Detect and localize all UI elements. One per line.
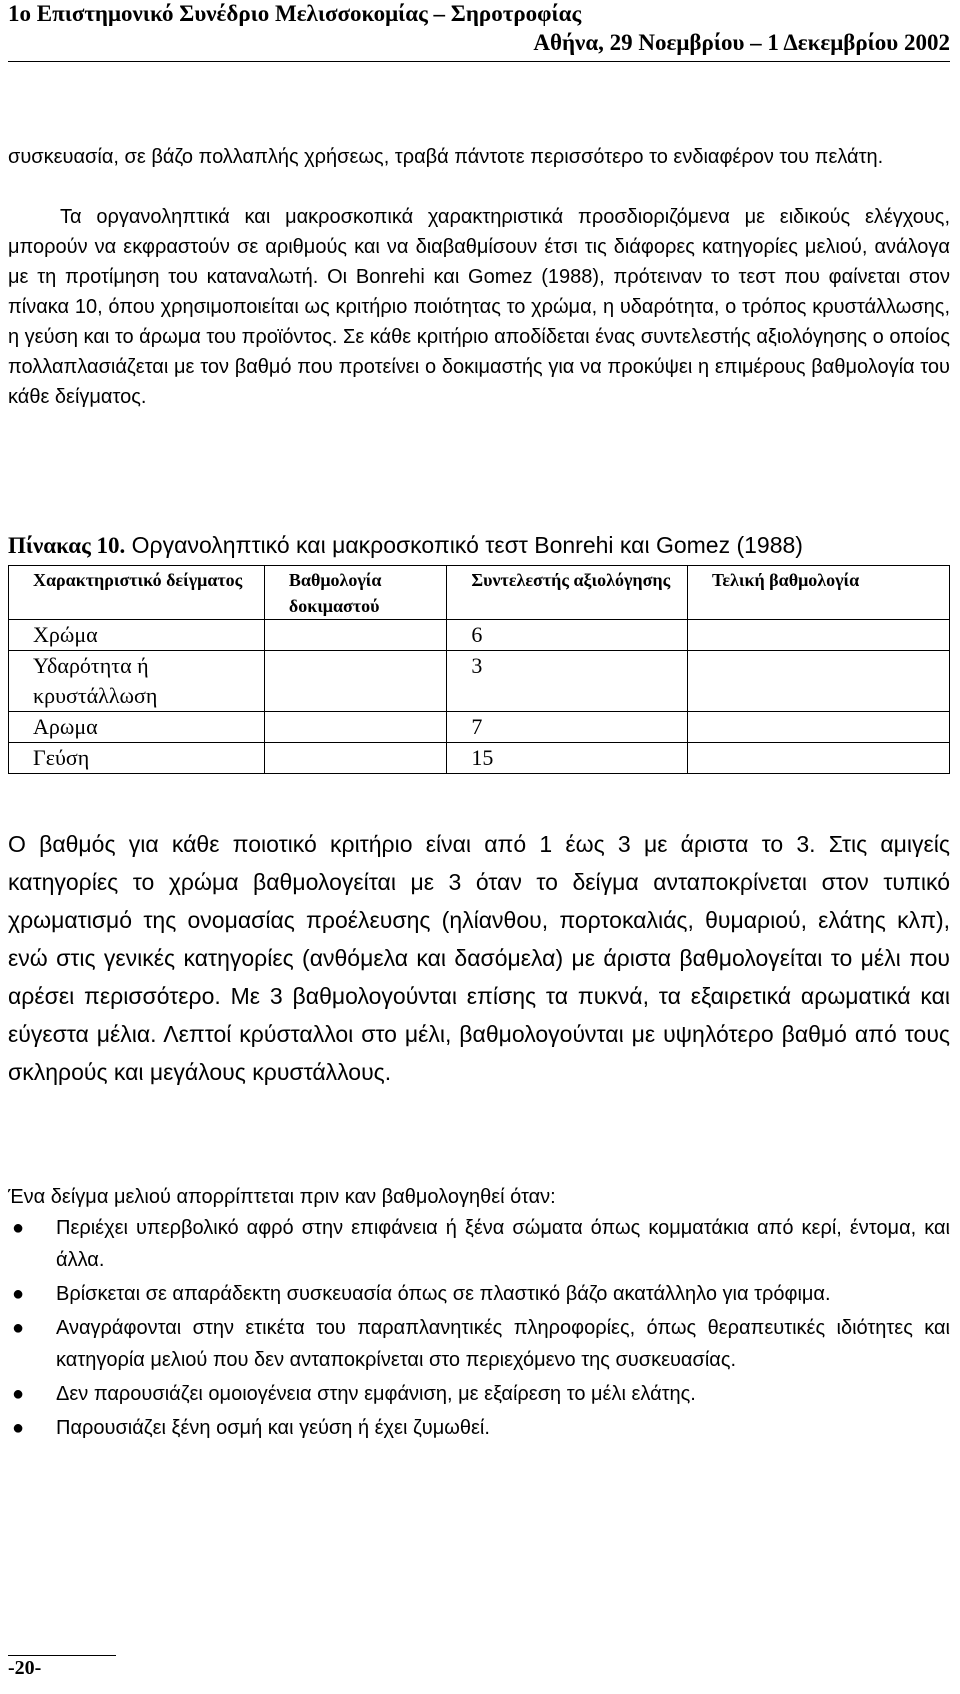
header-criterion: Χαρακτηριστικό δείγματος	[9, 566, 265, 620]
list-item-text: Δεν παρουσιάζει ομοιογένεια στην εμφάνιση, με εξαίρεση το μέλι ελάτης.	[56, 1383, 696, 1405]
list-item-text: Περιέχει υπερβολικό αφρό στην επιφάνεια ή ξένα σώματα όπως κομματάκια από κερί, έντομα, και άλλα.	[56, 1217, 950, 1271]
list-item-text: Βρίσκεται σε απαράδεκτη συσκευασία όπως σε πλαστικό βάζο ακατάλληλο για τρόφιμα.	[56, 1283, 831, 1305]
rejection-criteria-list	[8, 1212, 950, 1446]
row-criterion: Υδαρότητα ή κρυστάλλωση	[9, 651, 265, 712]
paragraph-2: Τα οργανοληπτικά και μακροσκοπικά χαρακτηριστικά προσδιοριζόμενα με ειδικούς ελέγχους, μπορούν να εκφραστούν σε αριθμούς και να διαβαθμίσουν έτσι τις διάφορες κατηγορίες μελιού, ανάλογα με τη προτίμηση του καταναλωτή. Οι Bonrehi και Gomez (1988), πρότειναν το τεστ που φαίνεται στον πίνακα 10, όπου χρησιμοποιείται ως κριτήριο ποιότητας το χρώμα, η υδαρότητα, ο τρόπος κρυστάλλωσης, η γεύση και το άρωμα του προϊόντος. Σε κάθε κριτήριο αποδίδεται ένας συντελεστής αξιολόγησης ο οποίος πολλαπλασιάζεται με τον βαθμό που προτείνει ο δοκιμαστής για να προκύψει η επιμέρους βαθμολογία του κάθε δείγματος.	[8, 206, 950, 408]
paragraph-3: Ο βαθμός για κάθε ποιοτικό κριτήριο είναι από 1 έως 3 με άριστα το 3. Στις αμιγείς κατηγορίες το χρώμα βαθμολογείται με 3 όταν το δείγμα ανταποκρίνεται στον τυπικό χρωματισμό της ονομασίας προέλευσης (ηλίανθου, πορτοκαλιάς, θυμαριού, ελάτης κλπ), ενώ στις γενικές κατηγορίες (ανθόμελα και δασόμελα) με άριστα βαθμολογείται το μέλι που αρέσει περισσότερο. Με 3 βαθμολογούνται επίσης τα πυκνά, τα εξαιρετικά αρωματικά και εύγεστα μέλια. Λεπτοί κρύσταλλοι στο μέλι, βαθμολογούνται με υψηλότερο βαθμό από τους σκληρούς και μεγάλους κρυστάλλους.	[8, 831, 950, 1085]
paragraph-4: Ένα δείγμα μελιού απορρίπτεται πριν καν βαθμολογηθεί όταν:	[8, 1186, 556, 1208]
header-score: Βαθμολογία δοκιμαστού	[264, 566, 446, 620]
row-coefficient: 7	[447, 712, 688, 743]
page-header	[8, 0, 950, 58]
row-criterion: Χρώμα	[9, 620, 265, 651]
table-caption	[8, 530, 950, 561]
list-item	[8, 1212, 950, 1276]
row-criterion: Γεύση	[9, 743, 265, 774]
table-row	[9, 743, 950, 774]
list-item	[8, 1312, 950, 1376]
row-coefficient: 15	[447, 743, 688, 774]
row-score	[264, 712, 446, 743]
list-item	[8, 1278, 950, 1310]
list-item	[8, 1378, 950, 1410]
conference-dates: Αθήνα, 29 Νοεμβρίου – 1 Δεκεμβρίου 2002	[533, 30, 950, 55]
row-score	[264, 651, 446, 712]
bullet-icon: ●	[12, 1383, 25, 1405]
table-caption-label: Πίνακας 10.	[8, 533, 126, 558]
list-item-text: Αναγράφονται στην ετικέτα του παραπλανητικές πληροφορίες, όπως θεραπευτικές ιδιότητες και κατηγορία μελιού που δεν ανταποκρίνεται στο περιεχόμενο της συσκευασίας.	[56, 1317, 950, 1371]
bullet-icon: ●	[12, 1217, 25, 1239]
row-final	[687, 651, 949, 712]
table-row	[9, 651, 950, 712]
paragraph-1: συσκευασία, σε βάζο πολλαπλής χρήσεως, τραβά πάντοτε περισσότερο το ενδιαφέρον του πελάτη.	[8, 146, 884, 168]
bullet-icon: ●	[12, 1283, 25, 1305]
list-item-text: Παρουσιάζει ξένη οσμή και γεύση ή έχει ζυμωθεί.	[56, 1417, 490, 1439]
row-score	[264, 620, 446, 651]
list-item	[8, 1412, 950, 1444]
row-criterion: Αρωμα	[9, 712, 265, 743]
row-final	[687, 712, 949, 743]
row-final	[687, 743, 949, 774]
row-final	[687, 620, 949, 651]
page-number: -20-	[8, 1657, 42, 1679]
footer-rule	[8, 1655, 116, 1656]
table-header-row	[9, 566, 950, 620]
table-row	[9, 620, 950, 651]
header-final: Τελική βαθμολογία	[687, 566, 949, 620]
table-caption-text: Οργανοληπτικό και μακροσκοπικό τεστ Bonrehi και Gomez (1988)	[125, 532, 803, 558]
table-row	[9, 712, 950, 743]
bullet-icon: ●	[12, 1317, 25, 1339]
conference-title: 1ο Επιστημονικό Συνέδριο Μελισσοκομίας – Σηροτροφίας	[8, 1, 582, 26]
row-score	[264, 743, 446, 774]
header-rule	[8, 61, 950, 62]
row-coefficient: 3	[447, 651, 688, 712]
scoring-table	[8, 565, 950, 774]
header-coefficient: Συντελεστής αξιολόγησης	[447, 566, 688, 620]
bullet-icon: ●	[12, 1417, 25, 1439]
row-coefficient: 6	[447, 620, 688, 651]
